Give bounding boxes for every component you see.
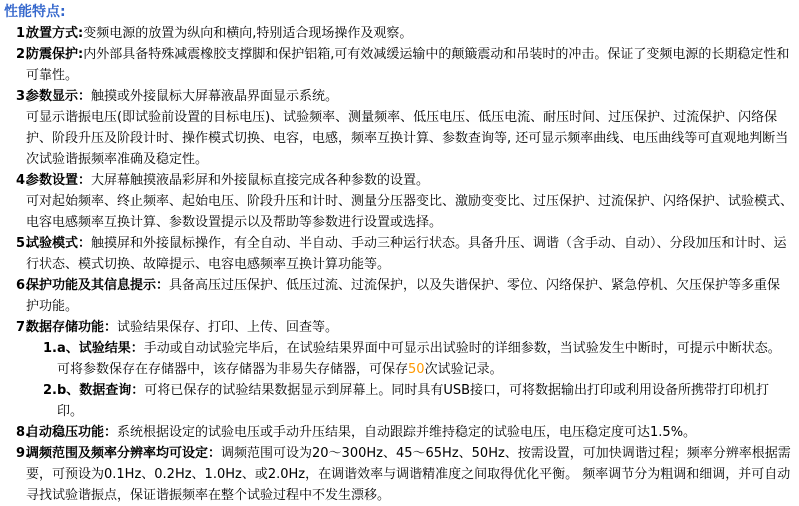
text-block <box>26 275 793 317</box>
list-item <box>4 422 793 443</box>
feature-text: 系统根据设定的试验电压或手动升压结果，自动跟踪并维持稳定的试验电压，电压稳定度可达1.5%。 <box>117 425 697 440</box>
feature-text: 触摸或外接鼠标大屏幕液晶界面显示系统。 <box>91 89 339 104</box>
feature-text: 具备高压过压保护、低压过流、过流保护，以及失谐保护、零位、闪络保护、紧急停机、欠压保护等多重保护功能。 <box>26 278 781 314</box>
list-item <box>4 44 793 86</box>
item-number: 7. <box>16 320 30 335</box>
item-number: 6. <box>16 278 30 293</box>
text-block <box>26 422 793 443</box>
feature-text: 大屏幕触摸液晶彩屏和外接鼠标直接完成各种参数的设置。 <box>91 173 430 188</box>
feature-label: 参数显示： <box>26 89 92 104</box>
feature-text: 次试验记录。 <box>424 362 503 377</box>
list-item <box>4 23 793 44</box>
item-number: 9. <box>16 446 30 461</box>
feature-label: 数据存储功能： <box>26 320 118 335</box>
feature-label: 参数设置： <box>26 173 92 188</box>
item-number: 1. <box>43 341 57 356</box>
item-number: 1. <box>16 26 30 41</box>
feature-label: b、数据查询： <box>57 383 145 398</box>
item-number: 3. <box>16 89 30 104</box>
feature-label: 保护功能及其信息提示： <box>26 278 170 293</box>
text-block <box>26 191 793 233</box>
page-title: 性能特点: <box>4 4 66 20</box>
feature-list <box>4 23 793 506</box>
item-number: 4. <box>16 173 30 188</box>
list-item <box>4 317 793 422</box>
text-block <box>26 170 793 191</box>
feature-text: 可将已保存的试验结果数据显示到屏幕上。同时具有USB接口，可将数据输出打印或利用设备所携带打印机打印。 <box>57 383 769 419</box>
item-number: 2. <box>43 383 57 398</box>
feature-label: 放置方式: <box>26 26 84 41</box>
feature-text: 可显示谐振电压(即试验前设置的目标电压)、试验频率、测量频率、低压电压、低压电流、耐压时间、过压保护、过流保护、闪络保护、阶段升压及阶段计时、操作模式切换、电容，电感，频率互换计算、参数查询等, 还可显示频率曲线、电压曲线等可直观地判断当次试验谐振频率准确及稳定性。 <box>26 110 789 167</box>
item-number: 5. <box>16 236 30 251</box>
feature-label: a、试验结果： <box>57 341 144 356</box>
item-number: 2. <box>16 47 30 62</box>
feature-text: 手动或自动试验完毕后，在试验结果界面中可显示出试验时的详细参数，当试验发生中断时，可提示中断状态。可将参数保存在存储器中，该存储器为非易失存储器，可保存 <box>57 341 781 377</box>
feature-text: 可对起始频率、终止频率、起始电压、阶段升压和计时、测量分压器变比、激励变变比、过压保护、过流保护、闪络保护、试验模式、电容电感频率互换计算、参数设置提示以及帮助等参数进行设置或选择。 <box>26 194 794 230</box>
sub-list-item <box>26 338 793 380</box>
list-item <box>4 170 793 233</box>
text-block <box>26 107 793 170</box>
text-block <box>26 86 793 107</box>
feature-text: 变频电源的放置为纵向和横向,特别适合现场操作及观察。 <box>83 26 413 41</box>
feature-text: 试验结果保存、打印、上传、回查等。 <box>117 320 339 335</box>
item-number: 8. <box>16 425 30 440</box>
text-block <box>26 233 793 275</box>
feature-label: 试验模式： <box>26 236 92 251</box>
sub-list-item <box>26 380 793 422</box>
list-item <box>4 86 793 170</box>
text-block <box>26 317 793 338</box>
text-block <box>26 44 793 86</box>
list-item <box>4 275 793 317</box>
feature-text: 内外部具备特殊减震橡胶支撑脚和保护铝箱,可有效减缓运输中的颠簸震动和吊装时的冲击。保证了变频电源的长期稳定性和可靠性。 <box>26 47 790 83</box>
feature-label: 调频范围及频率分辨率均可设定： <box>26 446 222 461</box>
feature-text: 触摸屏和外接鼠标操作，有全自动、半自动、手动三种运行状态。具备升压、调谐（含手动、自动）、分段加压和计时、运行状态、模式切换、故障提示、电容电感频率互换计算功能等。 <box>26 236 787 272</box>
list-item <box>4 233 793 275</box>
text-block <box>57 380 793 422</box>
highlighted-value: 50 <box>408 362 425 377</box>
text-block <box>57 338 793 380</box>
feature-label: 自动稳压功能： <box>26 425 118 440</box>
feature-label: 防震保护: <box>26 47 84 62</box>
list-item <box>4 443 793 506</box>
feature-text: 调频范围可设为20～300Hz、45～65Hz、50Hz、按需设置，可加快调谐过程；频率分辨率根据需要，可预设为0.1Hz、0.2Hz、1.0Hz、或2.0Hz，在调谐效率与调谐精准度之间取得优化平衡。 频率调节分为粗调和细调，并可自动寻找试验谐振点，保证谐振频率在整个试验过程中不发生漂移。 <box>26 446 791 503</box>
text-block <box>26 443 793 506</box>
text-block <box>26 23 793 44</box>
